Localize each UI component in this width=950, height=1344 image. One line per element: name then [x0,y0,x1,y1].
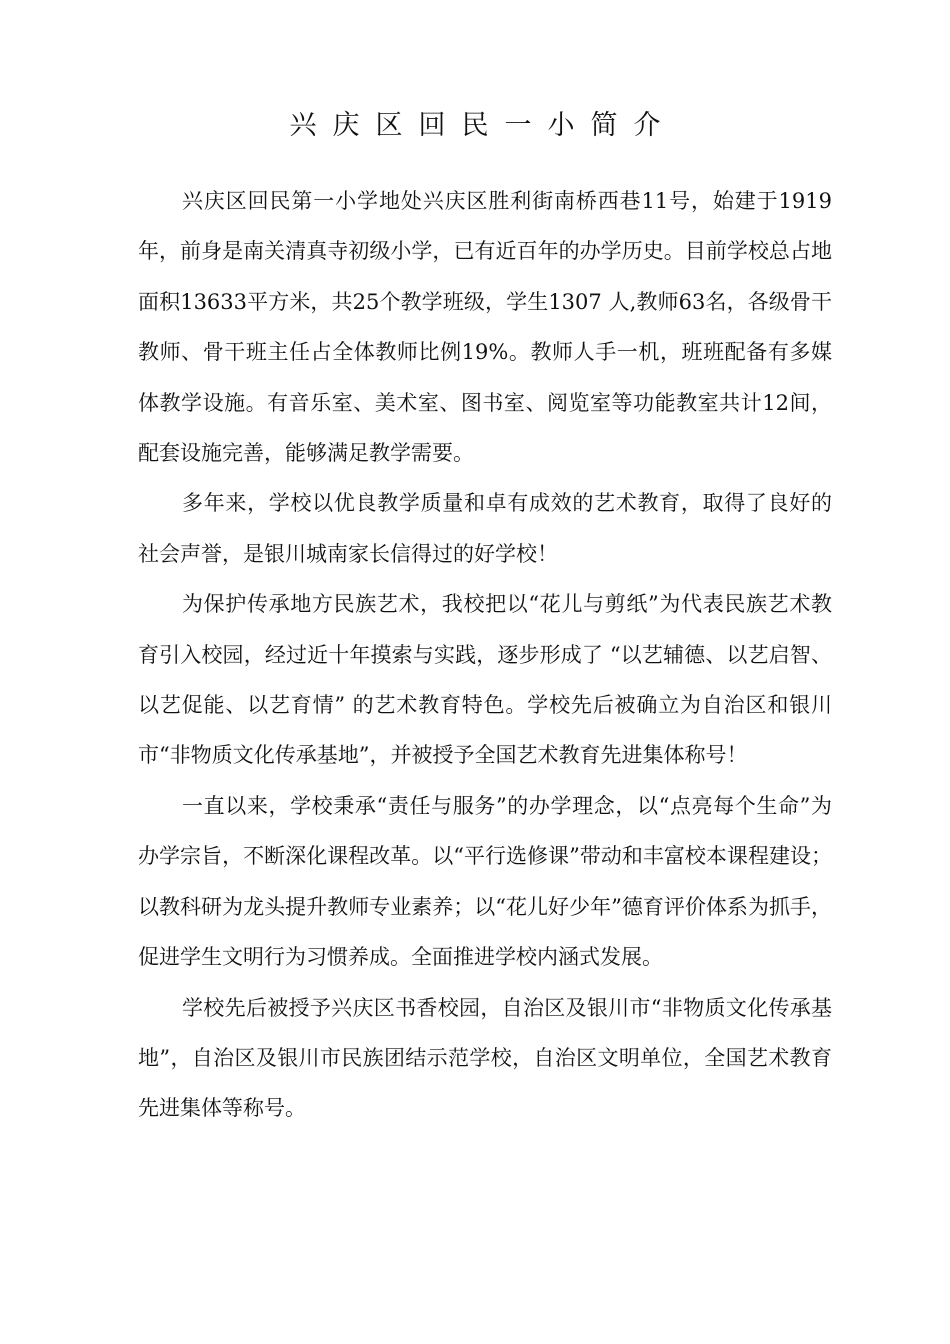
paragraph-honors: 学校先后被授予兴庆区书香校园，自治区及银川市“非物质文化传承基地”，自治区及银川市民族团结示范学校，自治区文明单位，全国艺术教育先进集体等称号。 [138,995,832,1121]
paragraph-art-education: 为保护传承地方民族艺术，我校把以“花儿与剪纸”为代表民族艺术教育引入校园，经过近十年摸索与实践，逐步形成了 “以艺辅德、以艺启智、以艺促能、以艺育情” 的艺术教育特色。学校先后被确立为自治区和银川市“非物质文化传承基地”，并被授予全国艺术教育先进集体称号！ [138,592,832,768]
document-body [138,176,832,1134]
document-title: 兴庆区回民一小简介 [289,110,677,141]
paragraph-philosophy: 一直以来，学校秉承“责任与服务”的办学理念，以“点亮每个生命”为办学宗旨，不断深化课程改革。以“平行选修课”带动和丰富校本课程建设；以教科研为龙头提升教师专业素养；以“花儿好少年”德育评价体系为抓手，促进学生文明行为习惯养成。全面推进学校内涵式发展。 [138,793,832,970]
paragraph-intro: 兴庆区回民第一小学地处兴庆区胜利街南桥西巷11号，始建于1919年，前身是南关清真寺初级小学，已有近百年的办学历史。目前学校总占地面积13633平方米，共25个教学班级，学生1307 人,教师63名，各级骨干教师、骨干班主任占全体教师比例19%。教师人手一机，班班配备有多媒体教学设施。有音乐室、美术室、图书室、阅览室等功能教室共计12间，配套设施完善，能够满足教学需要。 [138,189,832,466]
paragraph-reputation: 多年来，学校以优良教学质量和卓有成效的艺术教育，取得了良好的社会声誉，是银川城南家长信得过的好学校！ [138,491,832,566]
